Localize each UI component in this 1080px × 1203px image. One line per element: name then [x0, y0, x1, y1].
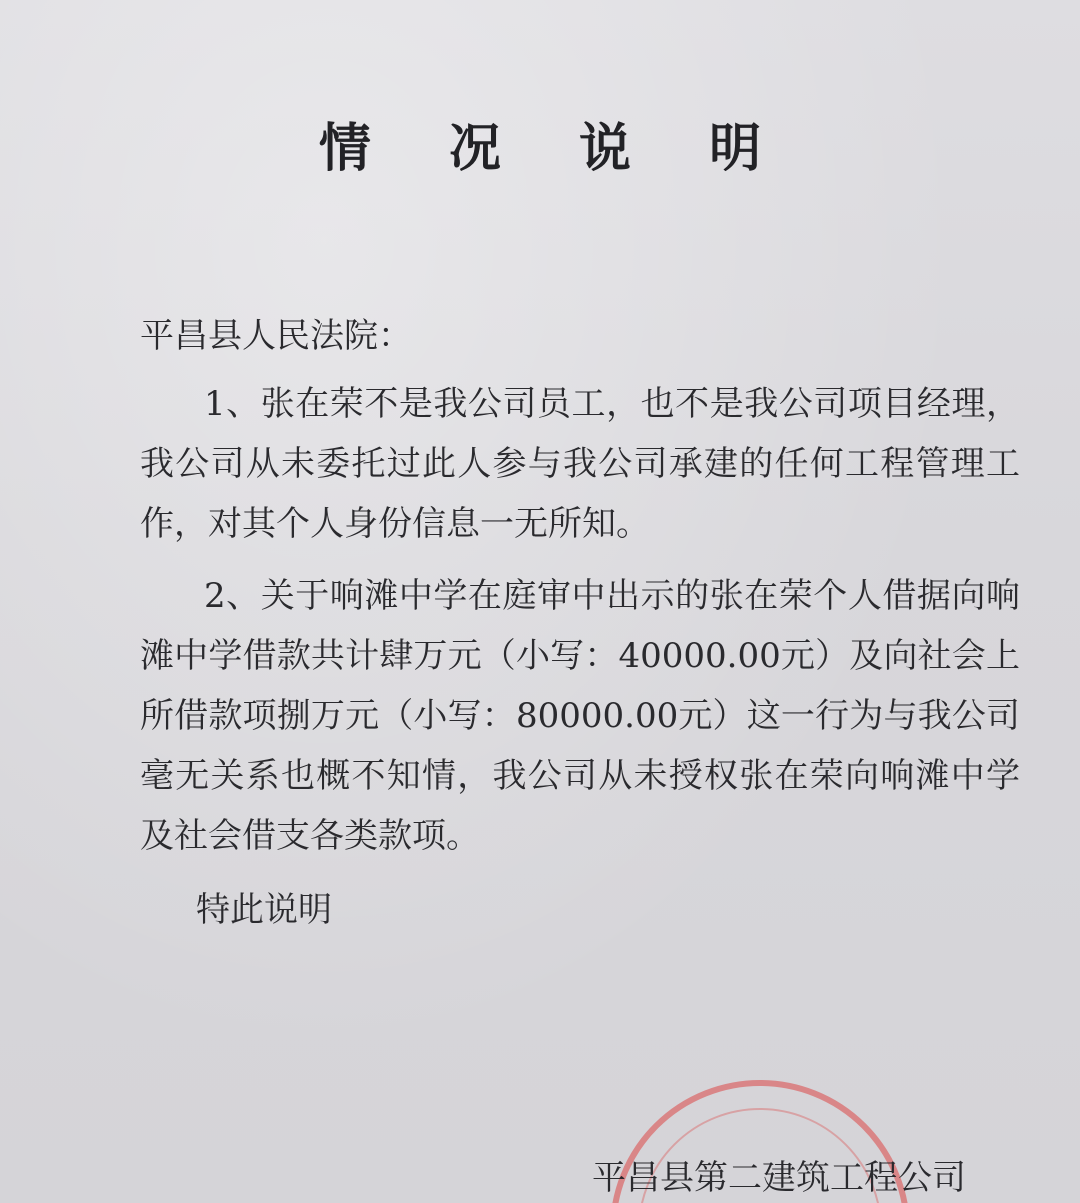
document-title: 情 况 说 明	[318, 118, 792, 179]
salutation: 平昌县人民法院：	[140, 316, 412, 356]
paragraph-2: 2、关于响滩中学在庭审中出示的张在荣个人借据向响滩中学借款共计肆万元（小写：40000.00元）及向社会上所借款项捌万元（小写：80000.00元）这一行为与我公司毫无关系也概不知情，我公司从未授权张在荣向响滩中学及社会借支各类款项。	[140, 576, 1020, 856]
paragraph-1: 1、张在荣不是我公司员工，也不是我公司项目经理，我公司从未委托过此人参与我公司承建的任何工程管理工作，对其个人身份信息一无所知。	[140, 384, 1020, 544]
closing-line: 特此说明	[196, 890, 332, 930]
document-body	[140, 306, 1020, 940]
signature-company-name: 平昌县第二建筑工程公司	[592, 1158, 966, 1198]
